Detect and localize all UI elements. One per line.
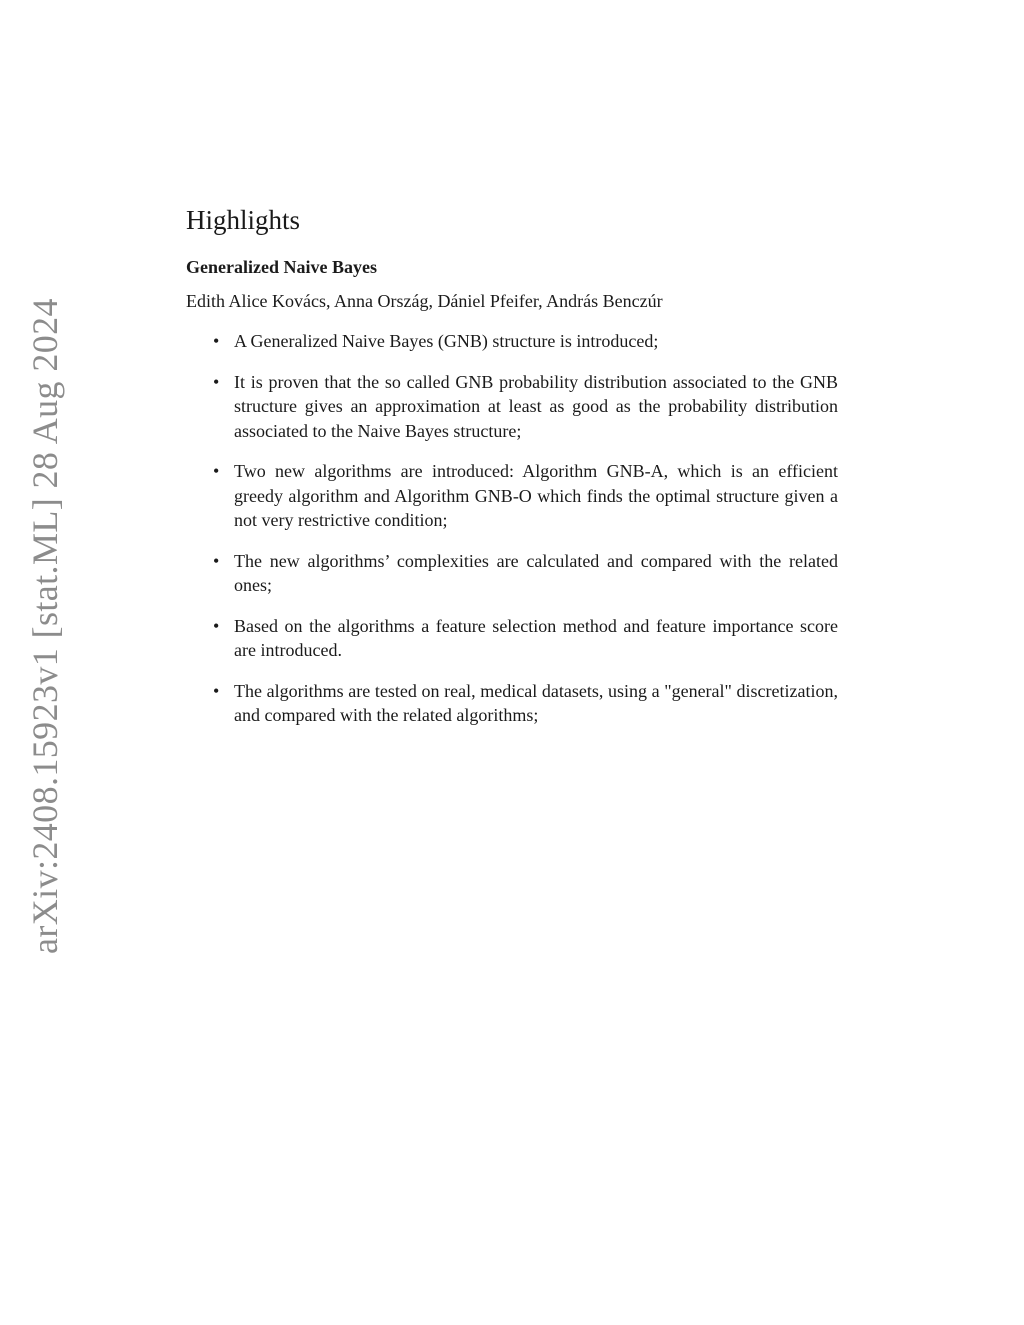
highlight-item	[186, 549, 838, 598]
author-list: Edith Alice Kovács, Anna Ország, Dániel Pfeifer, András Benczúr	[186, 291, 663, 311]
highlights-list	[186, 329, 838, 728]
arxiv-identifier-stamp	[20, 298, 70, 954]
highlight-text: The new algorithms’ complexities are calculated and compared with the related ones;	[234, 550, 838, 595]
highlights-page	[186, 200, 838, 744]
bullet-icon: •	[213, 461, 220, 481]
highlight-text: A Generalized Naive Bayes (GNB) structure is introduced;	[234, 331, 659, 351]
highlight-text: It is proven that the so called GNB probability distribution associated to the GNB structure gives an approximation at least as good as the probability distribution associated to the Naive Bayes structure;	[234, 371, 838, 441]
paper-title: Generalized Naive Bayes	[186, 257, 377, 277]
bullet-icon: •	[213, 615, 220, 636]
bullet-icon: •	[213, 331, 220, 351]
highlight-item	[186, 614, 838, 663]
bullet-icon: •	[213, 550, 220, 571]
highlight-text: Two new algorithms are introduced: Algorithm GNB-A, which is an efficient greedy algorithm and Algorithm GNB-O which finds the optimal structure given a not very restrictive condition;	[234, 461, 838, 530]
bullet-icon: •	[213, 680, 220, 701]
highlight-item	[186, 459, 838, 533]
highlights-heading: Highlights	[186, 205, 301, 235]
highlight-item	[186, 370, 838, 444]
highlight-text: Based on the algorithms a feature selection method and feature importance score are introduced.	[234, 615, 838, 660]
highlight-item	[186, 329, 838, 354]
highlight-text: The algorithms are tested on real, medical datasets, using a "general" discretization, and compared with the related algorithms;	[234, 680, 838, 725]
arxiv-identifier-text: arXiv:2408.15923v1 [stat.ML] 28 Aug 2024	[25, 298, 65, 954]
bullet-icon: •	[213, 371, 220, 392]
highlight-item	[186, 679, 838, 728]
